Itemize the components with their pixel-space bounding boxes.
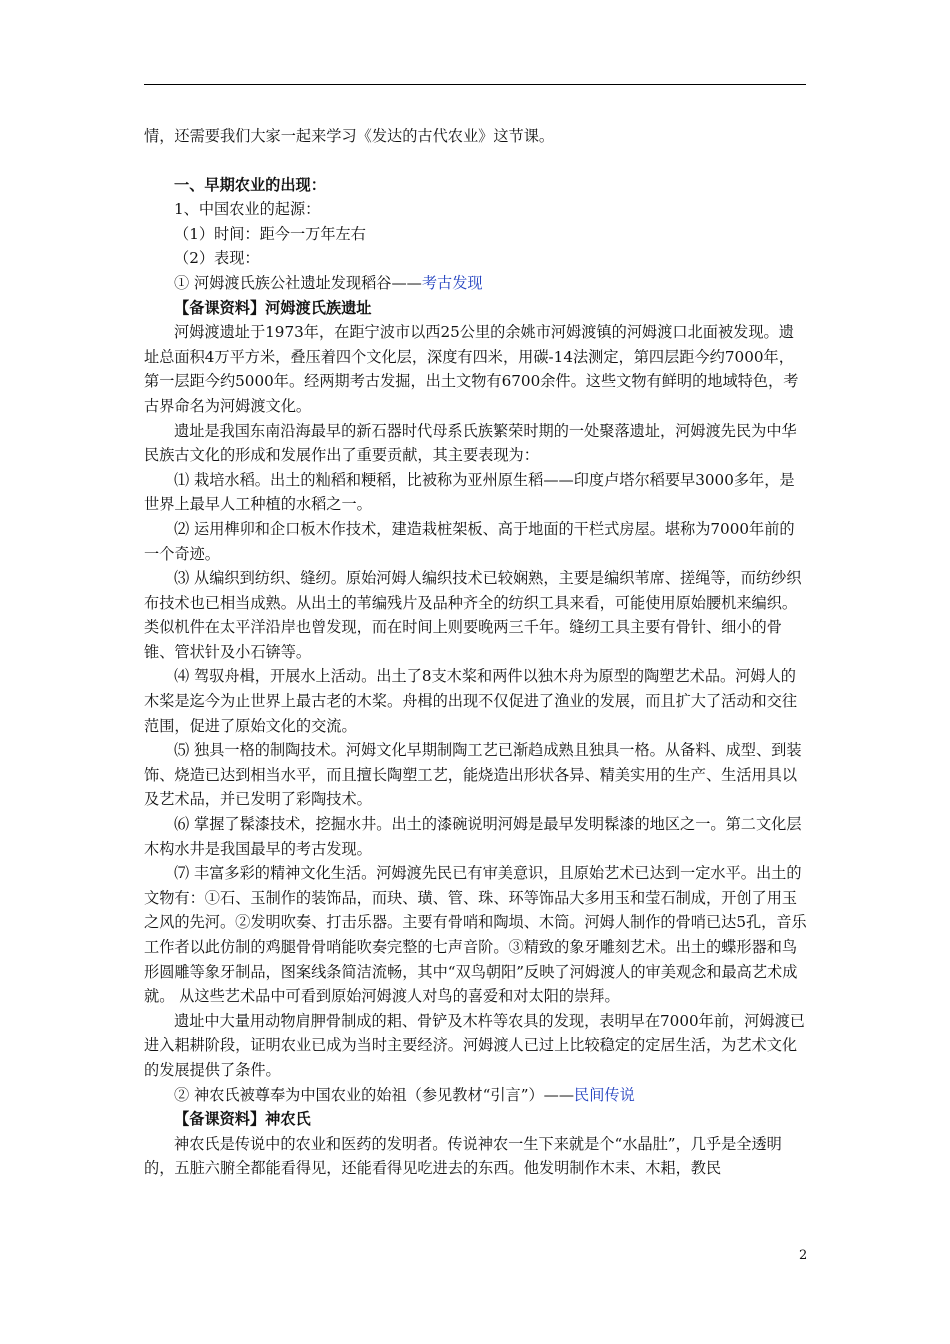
page-number: 2	[799, 1248, 808, 1263]
hemudu-point-5: ⑸ 独具一格的制陶技术。河姆文化早期制陶工艺已渐趋成熟且独具一格。从备料、成型、到装饰、烧造已达到相当水平，而且擅长陶塑工艺，能烧造出形状各异、精美实用的生产、生活用具以及艺术品，并已发明了彩陶技术。	[144, 741, 802, 809]
item-shennong	[144, 1083, 809, 1108]
subheading-origin: 1、中国农业的起源：	[174, 200, 321, 219]
hemudu-point-6: ⑹ 掌握了髹漆技术，挖掘水井。出土的漆碗说明河姆是最早发明髹漆的地区之一。第二文化层木构水井是我国最早的考古发现。	[144, 815, 802, 858]
hemudu-point-3: ⑶ 从编织到纺织、缝纫。原始河姆人编织技术已较娴熟，主要是编织苇席、搓绳等，而纺纱织布技术也已相当成熟。从出土的苇编残片及品种齐全的纺织工具来看，可能使用原始腰机来编织。类似机件在太平洋沿岸也曾发现，而在时间上则要晚两三千年。缝纫工具主要有骨针、细小的骨锥、管状针及小石锛等。	[144, 569, 802, 661]
hemudu-point-7: ⑺ 丰富多彩的精神文化生活。河姆渡先民已有审美意识，且原始艺术已达到一定水平。出土的文物有：①石、玉制作的装饰品，而玦、璜、管、珠、环等饰品大多用玉和莹石制成，开创了用玉之风的先河。②发明吹奏、打击乐器。主要有骨哨和陶埙、木筒。河姆人制作的骨哨已达5孔，音乐工作者以此仿制的鸡腿骨骨哨能吹奏完整的七声音阶。③精致的象牙雕刻艺术。出土的蝶形器和鸟形圆雕等象牙制品，图案线条简洁流畅，其中“双鸟朝阳”反映了河姆渡人的审美观念和最高艺术成就。 从这些艺术品中可看到原始河姆渡人对鸟的喜爱和对太阳的崇拜。	[144, 864, 807, 1006]
intro-line: 情，还需要我们大家一起来学习《发达的古代农业》这节课。	[144, 127, 555, 145]
hemudu-paragraph-3: 遗址中大量用动物肩胛骨制成的耜、骨铲及木杵等农具的发现，表明早在7000年前，河姆渡已进入耜耕阶段，证明农业已成为当时主要经济。河姆渡人已过上比较稳定的定居生活，为艺术文化的发展提供了条件。	[144, 1011, 805, 1079]
reference-title-shennong: 【备课资料】神农氏	[174, 1110, 311, 1129]
origin-performance: （2）表现：	[174, 249, 260, 268]
header-rule	[144, 84, 806, 85]
spacer	[144, 149, 809, 173]
reference-title-hemudu: 【备课资料】河姆渡氏族遗址	[174, 298, 372, 317]
item-hemudu-text: ① 河姆渡氏族公社遗址发现稻谷——	[174, 273, 422, 292]
hemudu-point-2: ⑵ 运用榫卯和企口板木作技术，建造栽桩架板、高于地面的干栏式房屋。堪称为7000年前的一个奇迹。	[144, 519, 795, 563]
hemudu-paragraph-2: 遗址是我国东南沿海最早的新石器时代母系氏族繁荣时期的一处聚落遗址，河姆渡先民为中华民族古文化的形成和发展作出了重要贡献，其主要表现为：	[144, 421, 797, 465]
hemudu-paragraph-1: 河姆渡遗址于1973年，在距宁波市以西25公里的余姚市河姆渡镇的河姆渡口北面被发现。遗址总面积4万平方米，叠压着四个文化层，深度有四米，用碳-14法测定，第四层距今约7000年，第一层距今约5000年。经两期考古发掘，出土文物有6700余件。这些文物有鲜明的地域特色，考古界命名为河姆渡文化。	[144, 323, 799, 415]
archaeology-link[interactable]: 考古发现	[421, 273, 483, 292]
shennong-paragraph-1: 神农氏是传说中的农业和医药的发明者。传说神农一生下来就是个“水晶肚”，几乎是全透明的，五脏六腑全都能看得见，还能看得见吃进去的东西。他发明制作木耒、木耜，教民	[144, 1134, 782, 1178]
item-hemudu	[144, 271, 809, 296]
folklore-link[interactable]: 民间传说	[574, 1085, 635, 1104]
document-body	[144, 124, 809, 1181]
hemudu-point-4: ⑷ 驾驭舟楫，开展水上活动。出土了8支木桨和两件以独木舟为原型的陶塑艺术品。河姆人的木桨是迄今为止世界上最古老的木桨。舟楫的出现不仅促进了渔业的发展，而且扩大了活动和交往范围，促进了原始文化的交流。	[144, 667, 798, 735]
section-heading: 一、早期农业的出现：	[174, 175, 326, 194]
hemudu-point-1: ⑴ 栽培水稻。出土的籼稻和粳稻，比被称为亚州原生稻——印度卢塔尔稻要早3000多年，是世界上最早人工种植的水稻之一。	[144, 470, 795, 514]
origin-time: （1）时间：距今一万年左右	[174, 224, 366, 243]
item-shennong-text: ② 神农氏被尊奉为中国农业的始祖（参见教材“引言”）——	[174, 1085, 575, 1104]
